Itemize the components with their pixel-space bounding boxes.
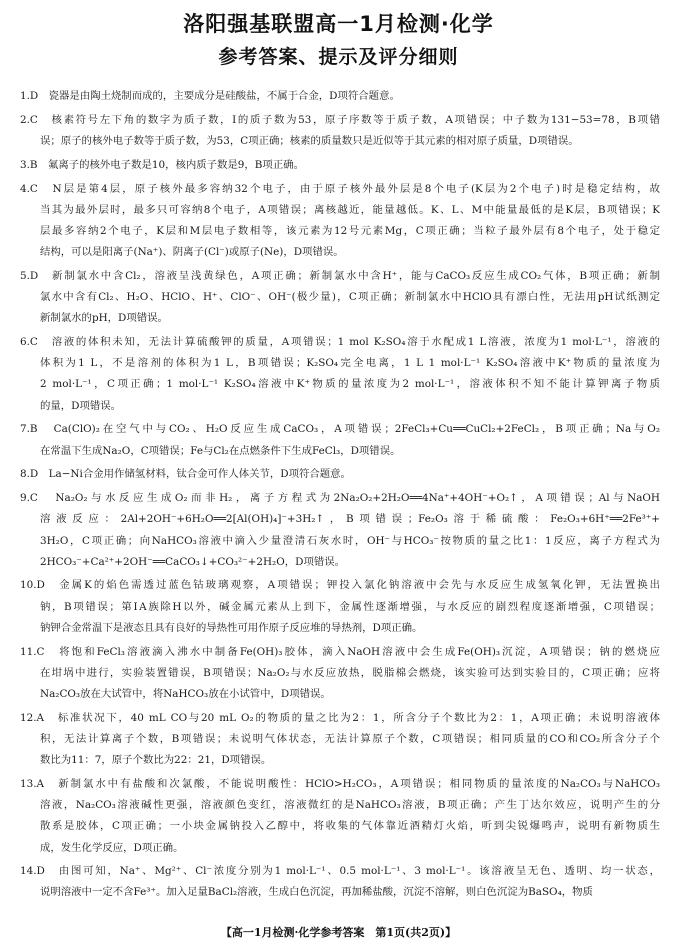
page-footer: 【高一1月检测·化学参考答案 第1页(共2页)】 — [220, 926, 457, 939]
answer-item — [20, 155, 660, 176]
answer-line: 4.C N层是第4层，原子核外最多容纳32个电子，由于原子核外最外层是8个电子(K层为2个电子)时是稳定结构，故 — [20, 182, 660, 195]
answer-line: 氯水中含有Cl₂、H₂O、HClO、H⁺、ClO⁻、OH⁻(极少量)，C项正确；新制氯水中HClO具有漂白性，无法用pH试纸测定 — [40, 291, 660, 304]
answer-line: 新制氯水的pH，D项错误。 — [40, 312, 168, 325]
answer-line: 钠，B项错误；第ⅠA族除H以外，碱金属元素从上到下，金属性逐渐增强，与水反应的剧烈程度逐渐增强，C项错误； — [40, 600, 660, 613]
answer-line: 说明溶液中一定不含Fe³⁺。加入足量BaCl₂溶液，生成白色沉淀，再加稀盐酸，沉淀不溶解，则白色沉淀为BaSO₄，物质 — [40, 886, 593, 899]
answer-line: 溶液反应：2Al+2OH⁻+6H₂O══2[Al(OH)₄]⁻+3H₂↑，B项错误；Fe₂O₃溶于稀硫酸：Fe₂O₃+6H⁺══2Fe³⁺+ — [40, 513, 660, 526]
answer-line: 散系是胶体，C项正确；一小块金属钠投入乙醇中，将收集的气体靠近酒精灯火焰，听到尖锐爆鸣声，说明有新物质生 — [40, 820, 660, 833]
answer-line: 1.D 瓷器是由陶土烧制而成的，主要成分是硅酸盐，不属于合金，D项符合题意。 — [20, 90, 400, 102]
answer-line: 在坩埚中进行，实验装置错误，B项错误；Na₂O₂与水反应放热，脱脂棉会燃烧，该实验可达到实验目的，C项正确；应将 — [40, 666, 660, 679]
answer-item — [20, 332, 660, 417]
answer-line: 8.D La−Ni合金用作储氢材料，钛合金可作人体关节，D项符合题意。 — [20, 468, 351, 481]
answer-line: 5.D 新制氯水中含Cl₂，溶液呈浅黄绿色，A项正确；新制氯水中含H⁺，能与CaCO₃反应生成CO₂气体，B项正确；新制 — [20, 269, 660, 282]
answer-line: 10.D 金属K的焰色需透过蓝色钴玻璃观察，A项错误；钾投入氯化钠溶液中会先与水反应生成氢氧化钾，无法置换出 — [20, 579, 660, 592]
answer-line: 13.A 新制氯水中有盐酸和次氯酸，不能说明酸性：HClO>H₂CO₃，A项错误；相同物质的量浓度的Na₂CO₃与NaHCO₃ — [20, 777, 660, 790]
answer-item — [20, 179, 660, 264]
answer-line: 9.C Na₂O₂与水反应生成O₂而非H₂，离子方程式为2Na₂O₂+2H₂O══4Na⁺+4OH⁻+O₂↑，A项错误；Al与NaOH — [20, 492, 660, 505]
answer-line: 误；原子的核外电子数等于质子数，为53，C项正确；核素的质量数只是近似等于其元素的相对原子质量，D项错误。 — [40, 134, 579, 147]
answer-line: 体积为1 L，不是溶剂的体积为1 L，B项错误；K₂SO₄完全电离，1 L 1 mol·L⁻¹ K₂SO₄溶液中K⁺物质的量浓度为 — [40, 357, 660, 370]
answer-line: 3H₂O，C项正确；向NaHCO₃溶液中滴入少量澄清石灰水时，OH⁻与HCO₃⁻按物质的量之比1：1反应，离子方程式为 — [40, 534, 660, 547]
answer-line: 11.C 将饱和FeCl₃溶液滴入沸水中制备Fe(OH)₃胶体，滴入NaOH溶液中会生成Fe(OH)₃沉淀，A项错误；钠的燃烧应 — [20, 645, 660, 658]
answer-line: 3.B 氟离子的核外电子数是10，核内质子数是9，B项正确。 — [20, 158, 304, 171]
answer-line: 溶液，Na₂CO₃溶液碱性更强，溶液颜色变红，溶液微红的是NaHCO₃溶液，B项正确；产生丁达尔效应，说明产生的分 — [40, 799, 660, 812]
answer-line: 当其为最外层时，最多只可容纳8个电子，A项错误；离核越近，能量越低。K、L、M中能量最低的是K层，B项错误；K — [40, 203, 660, 216]
answer-line: 结构，可以是阳离子(Na⁺)、阴离子(Cl⁻)或原子(Ne)，D项错误。 — [40, 246, 344, 259]
page-title: 洛阳强基联盟高一1月检测·化学 — [183, 12, 494, 36]
answer-item — [20, 642, 660, 706]
answer-line: Na₂CO₃放在大试管中，将NaHCO₃放在小试管中，D项错误。 — [40, 688, 331, 700]
answer-item — [20, 110, 660, 152]
answer-line: 在常温下生成Na₂O，C项错误；Fe与Cl₂在点燃条件下生成FeCl₃，D项错误。 — [40, 444, 401, 457]
answer-item — [20, 86, 660, 107]
answer-item — [20, 464, 660, 485]
answer-item — [20, 266, 660, 330]
answer-line: 钠钾合金常温下是液态且具有良好的导热性可用作原子反应堆的导热剂，D项正确。 — [40, 621, 423, 634]
page-subtitle: 参考答案、提示及评分细则 — [218, 46, 459, 68]
answer-item — [20, 419, 660, 461]
answer-item — [20, 774, 660, 859]
answer-line: 2 mol·L⁻¹，C项正确；1 mol·L⁻¹ K₂SO₄溶液中K⁺物质的量浓度为2 mol·L⁻¹，溶液体积不知不能计算钾离子物质 — [40, 378, 660, 391]
answer-item — [20, 575, 660, 639]
answer-item — [20, 708, 660, 772]
answer-line: 12.A 标准状况下，40 mL CO与20 mL O₂的物质的量之比为2：1，所含分子个数比为2：1，A项正确；未说明溶液体 — [20, 711, 660, 724]
answer-line: 14.D 由图可知，Na⁺、Mg²⁺、Cl⁻浓度分别为1 mol·L⁻¹、0.5 mol·L⁻¹、3 mol·L⁻¹。该溶液呈无色、透明、均一状态， — [20, 865, 660, 878]
answer-line: 的量，D项错误。 — [40, 399, 122, 412]
answer-line: 成，发生化学反应，D项正确。 — [40, 841, 184, 854]
answer-line: 数比为11：7，原子个数比为22：21，D项错误。 — [40, 754, 272, 767]
answer-line: 6.C 溶液的体积未知，无法计算硫酸钾的质量，A项错误；1 mol K₂SO₄溶于水配成1 L溶液，浓度为1 mol·L⁻¹，溶液的 — [20, 336, 660, 349]
answer-line: 层最多容纳2个电子，K层和M层电子数相等，该元素为12号元素Mg，C项正确；当粒子最外层有8个电子，处于稳定 — [40, 224, 660, 237]
answer-line: 7.B Ca(ClO)₂在空气中与CO₂、H₂O反应生成CaCO₃，A项错误；2FeCl₃+Cu══CuCl₂+2FeCl₂，B项正确；Na与O₂ — [20, 423, 660, 436]
answer-line: 2HCO₃⁻+Ca²⁺+2OH⁻══CaCO₃↓+CO₃²⁻+2H₂O，D项错误。 — [40, 555, 346, 568]
answer-list — [20, 86, 660, 906]
answer-item — [20, 488, 660, 573]
answer-line: 2.C 核素符号左下角的数字为质子数，I的质子数为53，原子序数等于质子数，A项错误；中子数为131−53=78，B项错 — [20, 113, 660, 126]
answer-line: 积，无法计算离子个数，B项错误；未说明气体状态，无法计算原子个数，C项错误；相同质量的CO和CO₂所含分子个 — [40, 732, 660, 745]
answer-item — [20, 861, 660, 903]
